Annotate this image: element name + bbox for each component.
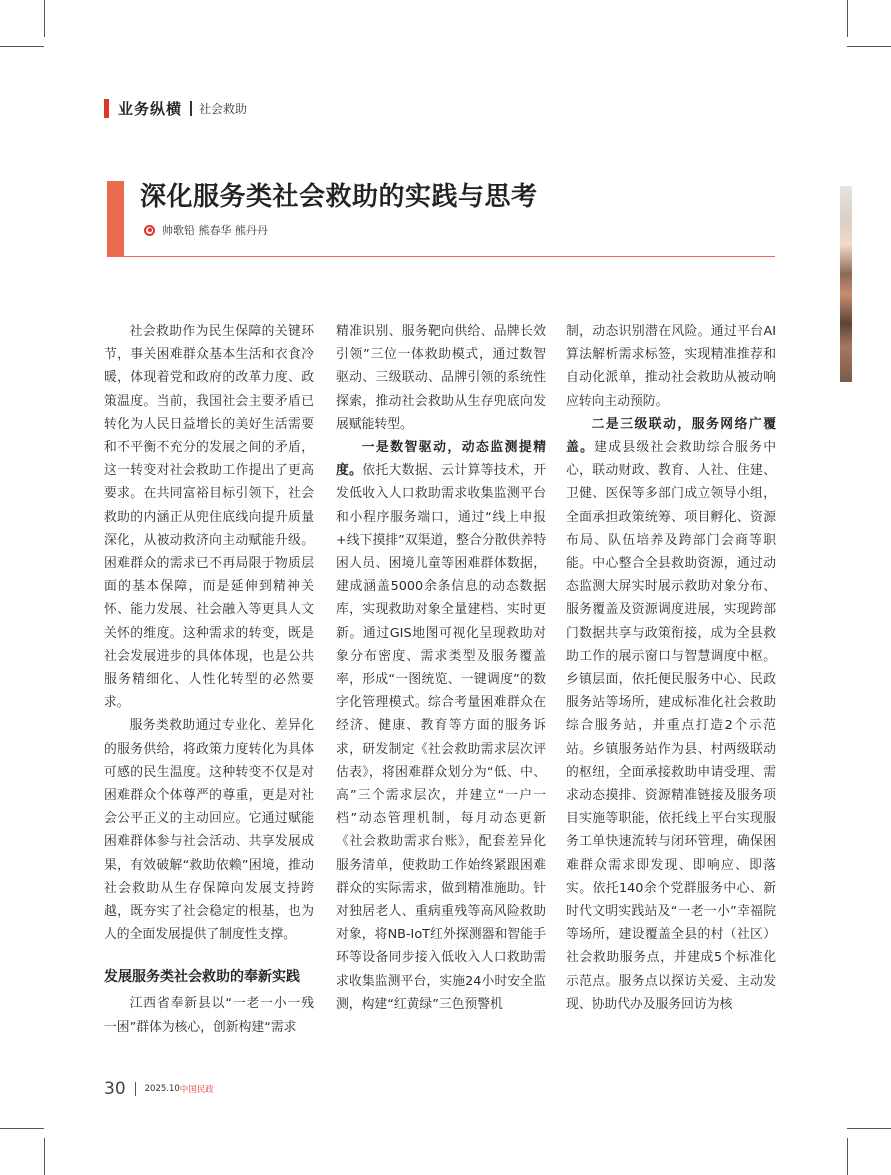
crop-mark [847, 1138, 848, 1175]
byline [144, 222, 268, 238]
section-header [104, 98, 247, 118]
section-subtitle: 社会救助 [199, 101, 248, 116]
column-1 [104, 320, 314, 1039]
paragraph [566, 413, 776, 1016]
page-footer [104, 1079, 214, 1099]
crop-mark [847, 46, 891, 47]
magazine-name: 中国民政 [179, 1085, 214, 1095]
bullet-icon [144, 225, 155, 236]
section-divider [190, 101, 192, 116]
footer-divider [135, 1082, 136, 1096]
paragraph: 江西省奉新县以“一老一小一残一困”群体为核心，创新构建“需求 [104, 996, 314, 1035]
paragraph: 社会救助作为民生保障的关键环节，事关困难群众基本生活和衣食冷暖，体现着党和政府的改革力度、政策温度。当前，我国社会主要矛盾已转化为人民日益增长的美好生活需要和不平衡不充分的发展之间的矛盾，这一转变对社会救助工作提出了更高要求。在共同富裕目标引领下，社会救助的内涵正从兜住底线向提升质量深化，从被动救济向主动赋能升级。困难群众的需求已不再局限于物质层面的基本保障，而是延伸到精神关怀、能力发展、社会融入等更具人文关怀的维度。这种需求的转变，既是社会发展进步的具体体现，也是公共服务精细化、人性化转型的必然要求。 [104, 324, 314, 711]
lead-in: 一是数智驱动，动态监测提精度。 [336, 440, 546, 479]
section-accent-bar [104, 99, 109, 118]
page-number: 30 [104, 1079, 126, 1099]
column-2 [336, 320, 546, 1016]
crop-mark [44, 0, 45, 37]
crop-mark [44, 1138, 45, 1175]
crop-mark [847, 0, 848, 37]
title-rule [124, 256, 775, 257]
paragraph-text: 建成县级社会救助综合服务中心，联动财政、教育、人社、住建、卫健、医保等多部门成立领导小组，全面承担政策统筹、项目孵化、资源布局、队伍培养及跨部门会商等职能。中心整合全县救助资源，通过动态监测大屏实时展示救助对象分布、服务覆盖及资源调度进展，实现跨部门数据共享与政策衔接，成为全县救助工作的展示窗口与智慧调度中枢。乡镇层面，依托便民服务中心、民政服务站等场所，建成标准化社会救助综合服务站，并重点打造2个示范站。乡镇服务站作为县、村两级联动的枢纽，全面承接救助申请受理、需求动态摸排、资源精准链接及服务项目实施等职能，依托线上平台实现服务工单快速流转与闭环管理，确保困难群众需求即发现、即响应、即落实。依托140余个党群服务中心、新时代文明实践站及“一老一小”幸福院等场所，建设覆盖全县的村（社区）社会救助服务点，并建成5个标准化示范点。服务点以探访关爱、主动发现、协助代办及服务回访为核 [566, 440, 776, 1012]
edge-photo [840, 186, 852, 382]
title-accent-bar [107, 181, 124, 257]
paragraph: 制，动态识别潜在风险。通过平台AI算法解析需求标签，实现精准推荐和自动化派单，推动社会救助从被动响应转向主动预防。 [566, 324, 776, 409]
article-title: 深化服务类社会救助的实践与思考 [140, 182, 538, 212]
lead-in: 二是三级联动，服务网络广覆盖。 [566, 416, 776, 456]
paragraph: 精准识别、服务靶向供给、品牌长效引领”三位一体救助模式，通过数智驱动、三级联动、品牌引领的系统性探索，推动社会救助从生存兜底向发展赋能转型。 [336, 324, 546, 432]
column-3 [566, 320, 776, 1016]
paragraph [336, 436, 546, 1016]
crop-mark [0, 1128, 44, 1129]
paragraph-text: 依托大数据、云计算等技术，开发低收入人口救助需求收集监测平台和小程序服务端口，通过“线上申报+线下摸排”双渠道，整合分散供养特困人员、困境儿童等困难群体数据，建成涵盖5000余条信息的动态数据库，实现救助对象全量建档、实时更新。通过GIS地图可视化呈现救助对象分布密度、需求类型及服务覆盖率，形成“一图统览、一键调度”的数字化管理模式。综合考量困难群众在经济、健康、教育等方面的服务诉求，研发制定《社会救助需求层次评估表》，将困难群众划分为“低、中、高”三个需求层次，并建立“一户一档”动态管理机制，每月动态更新《社会救助需求台账》，配套差异化服务清单，使救助工作始终紧跟困难群众的实际需求，做到精准施助。针对独居老人、重病重残等高风险救助对象，将NB-IoT红外探测器和智能手环等设备同步接入低收入人口救助需求收集监测平台，实施24小时安全监测，构建“红黄绿”三色预警机 [336, 463, 547, 1012]
author-names: 帅歌铅 熊春华 熊丹丹 [162, 224, 268, 237]
crop-mark [847, 1128, 891, 1129]
paragraph: 服务类救助通过专业化、差异化的服务供给，将政策力度转化为具体可感的民生温度。这种转变不仅是对困难群众个体尊严的尊重，更是对社会公平正义的主动回应。它通过赋能困难群体参与社会活动、共享发展成果，有效破解“救助依赖”困境，推动社会救助从生存保障向发展支持跨越，既夯实了社会稳定的根基，也为人的全面发展提供了制度性支撑。 [104, 718, 314, 943]
section-title: 业务纵横 [118, 99, 183, 118]
subheading: 发展服务类社会救助的奉新实践 [104, 969, 300, 986]
issue-number: 2025.10 [144, 1084, 180, 1094]
crop-mark [0, 46, 44, 47]
